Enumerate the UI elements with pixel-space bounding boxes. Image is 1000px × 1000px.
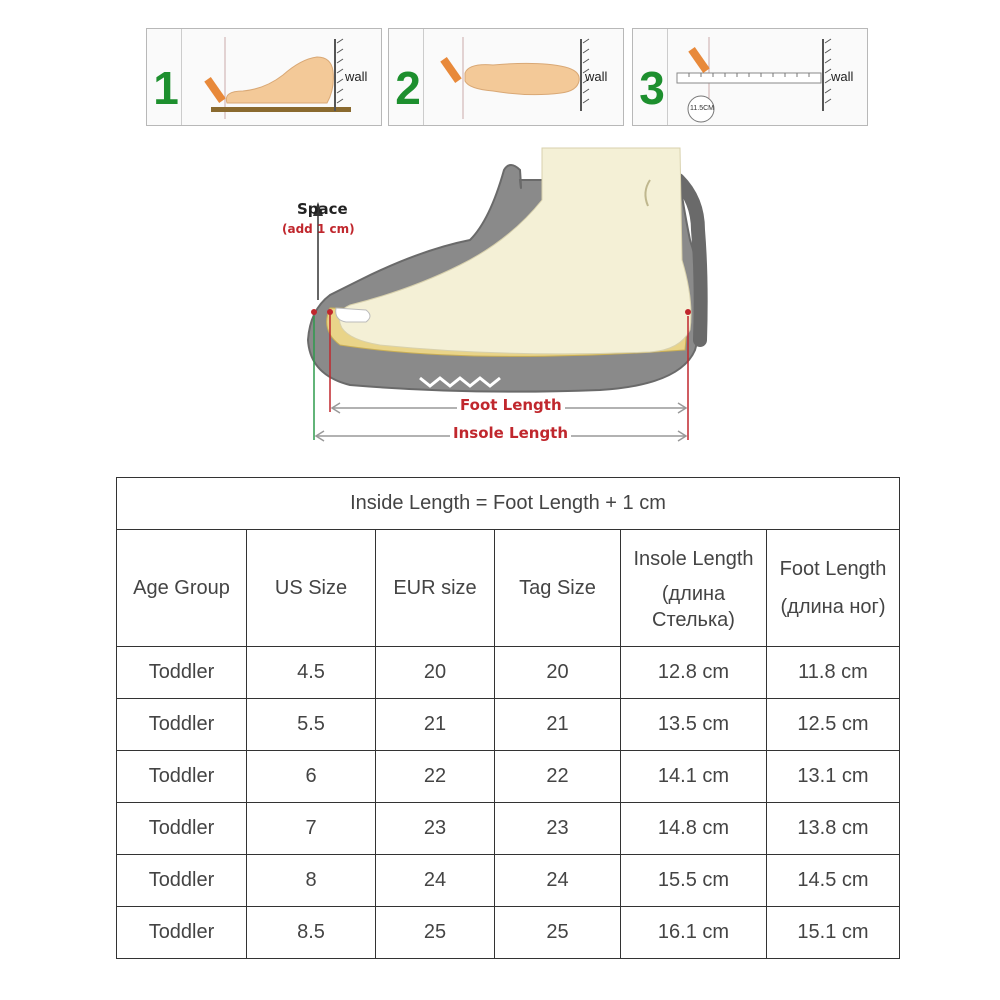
cell-tag-size: 20	[495, 647, 621, 699]
cell-eur-size: 22	[376, 751, 495, 803]
header-foot-line: Foot Length	[779, 558, 887, 580]
cell-insole-length: 15.5 cm	[621, 855, 767, 907]
table-row	[117, 751, 900, 803]
shoe-size-diagram	[270, 140, 730, 450]
cell-eur-size: 20	[376, 647, 495, 699]
cell-insole-length: 16.1 cm	[621, 907, 767, 959]
cell-foot-length: 15.1 cm	[767, 907, 900, 959]
header-insole-length	[621, 530, 767, 647]
cell-age-group: Toddler	[117, 647, 247, 699]
cell-us-size: 6	[247, 751, 376, 803]
cell-us-size: 7	[247, 803, 376, 855]
cell-foot-length: 12.5 cm	[767, 699, 900, 751]
cell-insole-length: 14.1 cm	[621, 751, 767, 803]
header-us-size: US Size	[247, 530, 376, 647]
cell-eur-size: 23	[376, 803, 495, 855]
insole-length-label: Insole Length	[450, 424, 571, 442]
cell-tag-size: 22	[495, 751, 621, 803]
cell-foot-length: 13.1 cm	[767, 751, 900, 803]
header-insole-line: Insole Length	[633, 548, 754, 570]
wall-label: wall	[585, 69, 608, 84]
step-number: 1	[153, 62, 179, 114]
cell-age-group: Toddler	[117, 699, 247, 751]
header-foot-length	[767, 530, 900, 647]
cell-eur-size: 21	[376, 699, 495, 751]
cell-eur-size: 25	[376, 907, 495, 959]
cell-tag-size: 24	[495, 855, 621, 907]
step-number: 2	[395, 62, 421, 114]
cell-foot-length: 14.5 cm	[767, 855, 900, 907]
step-number: 3	[639, 62, 665, 114]
cell-us-size: 8.5	[247, 907, 376, 959]
cell-insole-length: 13.5 cm	[621, 699, 767, 751]
header-age-group: Age Group	[117, 530, 247, 647]
step-3-panel	[632, 28, 868, 126]
cell-foot-length: 13.8 cm	[767, 803, 900, 855]
cell-age-group: Toddler	[117, 907, 247, 959]
cell-us-size: 5.5	[247, 699, 376, 751]
cell-tag-size: 21	[495, 699, 621, 751]
table-row	[117, 647, 900, 699]
wall-label: wall	[345, 69, 368, 84]
cell-foot-length: 11.8 cm	[767, 647, 900, 699]
table-caption-row	[117, 478, 900, 530]
cell-us-size: 8	[247, 855, 376, 907]
cell-insole-length: 12.8 cm	[621, 647, 767, 699]
cell-age-group: Toddler	[117, 803, 247, 855]
ruler-reading: 11.5CM	[690, 105, 714, 112]
header-tag-size: Tag Size	[495, 530, 621, 647]
table-caption: Inside Length = Foot Length + 1 cm	[117, 478, 900, 530]
table-row	[117, 803, 900, 855]
cell-tag-size: 23	[495, 803, 621, 855]
size-chart-table	[116, 477, 900, 959]
header-insole-line: (длина	[661, 583, 726, 605]
table-row	[117, 907, 900, 959]
cell-eur-size: 24	[376, 855, 495, 907]
step-2-panel	[388, 28, 624, 126]
table-header-row	[117, 530, 900, 647]
cell-age-group: Toddler	[117, 855, 247, 907]
step-1-panel	[146, 28, 382, 126]
space-note: (add 1 cm)	[282, 222, 355, 236]
header-eur-size: EUR size	[376, 530, 495, 647]
header-foot-line: (длина ног)	[780, 596, 886, 618]
header-insole-line: Стелька)	[652, 609, 735, 631]
space-label: Space	[297, 200, 348, 218]
foot-length-label: Foot Length	[457, 396, 565, 414]
cell-tag-size: 25	[495, 907, 621, 959]
cell-age-group: Toddler	[117, 751, 247, 803]
wall-label: wall	[831, 69, 854, 84]
table-row	[117, 699, 900, 751]
cell-insole-length: 14.8 cm	[621, 803, 767, 855]
cell-us-size: 4.5	[247, 647, 376, 699]
table-row	[117, 855, 900, 907]
measuring-steps	[146, 28, 870, 128]
